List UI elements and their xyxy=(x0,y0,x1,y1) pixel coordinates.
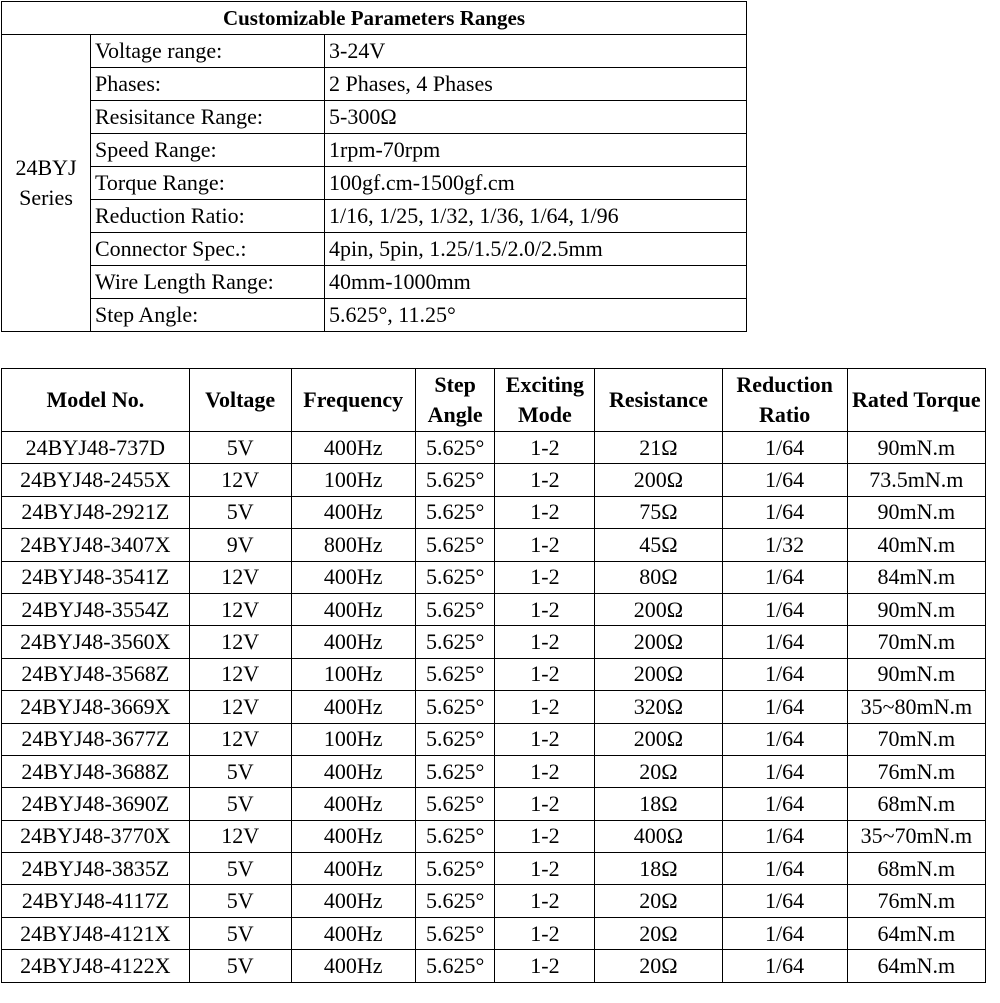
table-cell: 12V xyxy=(189,593,291,625)
parameter-row xyxy=(2,200,747,233)
column-header: Step Angle xyxy=(415,369,495,432)
table-cell: 5.625° xyxy=(415,626,495,658)
table-cell: 64mN.m xyxy=(847,950,985,982)
table-cell: 68mN.m xyxy=(847,853,985,885)
table-row xyxy=(2,496,986,528)
parameter-value: 100gf.cm-1500gf.cm xyxy=(325,167,747,200)
parameter-value: 5-300Ω xyxy=(325,101,747,134)
table-cell: 5.625° xyxy=(415,658,495,690)
table-cell: 24BYJ48-3568Z xyxy=(2,658,190,690)
table-cell: 76mN.m xyxy=(847,755,985,787)
table-row xyxy=(2,950,986,982)
parameter-row xyxy=(2,68,747,101)
table-cell: 100Hz xyxy=(291,658,415,690)
table-cell: 1-2 xyxy=(495,820,595,852)
table-cell: 75Ω xyxy=(595,496,722,528)
table-cell: 45Ω xyxy=(595,529,722,561)
table-cell: 1-2 xyxy=(495,432,595,464)
table-row xyxy=(2,917,986,949)
parameters-table-body xyxy=(2,2,747,332)
table-cell: 5.625° xyxy=(415,788,495,820)
table-cell: 400Ω xyxy=(595,820,722,852)
parameter-label: Connector Spec.: xyxy=(91,233,325,266)
parameter-label: Reduction Ratio: xyxy=(91,200,325,233)
models-header-row xyxy=(2,369,986,432)
table-cell: 5V xyxy=(189,496,291,528)
parameter-row xyxy=(2,266,747,299)
table-cell: 400Hz xyxy=(291,626,415,658)
table-cell: 1/64 xyxy=(722,820,847,852)
parameters-title-row xyxy=(2,2,747,35)
parameter-row xyxy=(2,134,747,167)
table-cell: 400Hz xyxy=(291,755,415,787)
table-cell: 24BYJ48-3770X xyxy=(2,820,190,852)
table-cell: 400Hz xyxy=(291,496,415,528)
table-cell: 24BYJ48-2921Z xyxy=(2,496,190,528)
table-cell: 5V xyxy=(189,950,291,982)
table-cell: 1/64 xyxy=(722,885,847,917)
table-cell: 24BYJ48-3677Z xyxy=(2,723,190,755)
table-cell: 20Ω xyxy=(595,885,722,917)
column-header: Rated Torque xyxy=(847,369,985,432)
table-cell: 12V xyxy=(189,464,291,496)
table-cell: 400Hz xyxy=(291,593,415,625)
table-cell: 1/64 xyxy=(722,561,847,593)
table-cell: 1-2 xyxy=(495,658,595,690)
table-cell: 1/32 xyxy=(722,529,847,561)
table-cell: 1-2 xyxy=(495,755,595,787)
table-row xyxy=(2,788,986,820)
column-header: Voltage xyxy=(189,369,291,432)
table-cell: 70mN.m xyxy=(847,626,985,658)
table-cell: 1-2 xyxy=(495,950,595,982)
table-cell: 90mN.m xyxy=(847,658,985,690)
table-cell: 5.625° xyxy=(415,464,495,496)
table-row xyxy=(2,691,986,723)
table-cell: 68mN.m xyxy=(847,788,985,820)
parameter-label: Voltage range: xyxy=(91,35,325,68)
table-cell: 12V xyxy=(189,723,291,755)
table-row xyxy=(2,464,986,496)
table-cell: 35~70mN.m xyxy=(847,820,985,852)
table-cell: 12V xyxy=(189,820,291,852)
models-table xyxy=(1,368,986,983)
table-cell: 5.625° xyxy=(415,496,495,528)
table-cell: 1-2 xyxy=(495,561,595,593)
table-row xyxy=(2,593,986,625)
table-cell: 1-2 xyxy=(495,788,595,820)
table-cell: 1/64 xyxy=(722,853,847,885)
table-cell: 400Hz xyxy=(291,561,415,593)
table-row xyxy=(2,529,986,561)
table-cell: 5V xyxy=(189,853,291,885)
parameter-row xyxy=(2,101,747,134)
parameter-value: 1/16, 1/25, 1/32, 1/36, 1/64, 1/96 xyxy=(325,200,747,233)
table-cell: 1-2 xyxy=(495,593,595,625)
table-cell: 12V xyxy=(189,561,291,593)
parameter-label: Torque Range: xyxy=(91,167,325,200)
table-cell: 5.625° xyxy=(415,723,495,755)
table-cell: 200Ω xyxy=(595,464,722,496)
table-cell: 5.625° xyxy=(415,561,495,593)
table-cell: 5.625° xyxy=(415,529,495,561)
table-cell: 1-2 xyxy=(495,496,595,528)
table-cell: 400Hz xyxy=(291,691,415,723)
table-cell: 1/64 xyxy=(722,626,847,658)
table-cell: 20Ω xyxy=(595,917,722,949)
parameter-value: 5.625°, 11.25° xyxy=(325,299,747,332)
table-cell: 400Hz xyxy=(291,917,415,949)
parameters-table xyxy=(1,1,747,332)
table-cell: 1-2 xyxy=(495,529,595,561)
table-cell: 1-2 xyxy=(495,691,595,723)
table-row xyxy=(2,626,986,658)
table-cell: 400Hz xyxy=(291,432,415,464)
models-table-body xyxy=(2,432,986,983)
table-cell: 1/64 xyxy=(722,917,847,949)
table-cell: 1/64 xyxy=(722,432,847,464)
table-cell: 24BYJ48-3541Z xyxy=(2,561,190,593)
table-cell: 24BYJ48-3560X xyxy=(2,626,190,658)
table-cell: 90mN.m xyxy=(847,432,985,464)
parameter-row xyxy=(2,35,747,68)
table-cell: 5.625° xyxy=(415,755,495,787)
table-row xyxy=(2,853,986,885)
parameter-row xyxy=(2,167,747,200)
table-cell: 76mN.m xyxy=(847,885,985,917)
parameter-label: Step Angle: xyxy=(91,299,325,332)
table-cell: 5V xyxy=(189,885,291,917)
parameter-label: Resisitance Range: xyxy=(91,101,325,134)
table-cell: 40mN.m xyxy=(847,529,985,561)
table-cell: 24BYJ48-3835Z xyxy=(2,853,190,885)
table-cell: 1-2 xyxy=(495,917,595,949)
parameter-row xyxy=(2,233,747,266)
table-cell: 1-2 xyxy=(495,626,595,658)
table-cell: 1/64 xyxy=(722,950,847,982)
table-cell: 20Ω xyxy=(595,950,722,982)
table-cell: 1/64 xyxy=(722,723,847,755)
table-cell: 90mN.m xyxy=(847,496,985,528)
table-cell: 64mN.m xyxy=(847,917,985,949)
table-cell: 320Ω xyxy=(595,691,722,723)
table-row xyxy=(2,723,986,755)
table-cell: 9V xyxy=(189,529,291,561)
table-cell: 5V xyxy=(189,788,291,820)
table-cell: 35~80mN.m xyxy=(847,691,985,723)
series-label: 24BYJ Series xyxy=(2,35,91,332)
parameter-value: 40mm-1000mm xyxy=(325,266,747,299)
table-cell: 24BYJ48-3688Z xyxy=(2,755,190,787)
table-cell: 400Hz xyxy=(291,853,415,885)
table-cell: 5.625° xyxy=(415,917,495,949)
parameter-value: 2 Phases, 4 Phases xyxy=(325,68,747,101)
table-cell: 800Hz xyxy=(291,529,415,561)
table-cell: 24BYJ48-2455X xyxy=(2,464,190,496)
table-cell: 80Ω xyxy=(595,561,722,593)
table-cell: 400Hz xyxy=(291,950,415,982)
table-cell: 24BYJ48-4117Z xyxy=(2,885,190,917)
table-cell: 1/64 xyxy=(722,691,847,723)
table-cell: 1/64 xyxy=(722,593,847,625)
table-cell: 5V xyxy=(189,917,291,949)
table-cell: 400Hz xyxy=(291,788,415,820)
table-row xyxy=(2,561,986,593)
table-cell: 24BYJ48-3407X xyxy=(2,529,190,561)
table-cell: 5.625° xyxy=(415,432,495,464)
table-row xyxy=(2,820,986,852)
table-cell: 1-2 xyxy=(495,853,595,885)
table-cell: 1/64 xyxy=(722,464,847,496)
parameter-value: 4pin, 5pin, 1.25/1.5/2.0/2.5mm xyxy=(325,233,747,266)
parameter-value: 3-24V xyxy=(325,35,747,68)
parameter-label: Speed Range: xyxy=(91,134,325,167)
column-header: Reduction Ratio xyxy=(722,369,847,432)
column-header: Frequency xyxy=(291,369,415,432)
table-cell: 24BYJ48-3554Z xyxy=(2,593,190,625)
table-cell: 18Ω xyxy=(595,788,722,820)
table-cell: 1/64 xyxy=(722,788,847,820)
table-cell: 12V xyxy=(189,691,291,723)
table-cell: 400Hz xyxy=(291,820,415,852)
table-cell: 90mN.m xyxy=(847,593,985,625)
table-cell: 1/64 xyxy=(722,658,847,690)
table-cell: 5.625° xyxy=(415,593,495,625)
table-cell: 1/64 xyxy=(722,755,847,787)
table-cell: 73.5mN.m xyxy=(847,464,985,496)
table-cell: 5.625° xyxy=(415,853,495,885)
table-cell: 5.625° xyxy=(415,950,495,982)
table-cell: 5V xyxy=(189,755,291,787)
table-cell: 100Hz xyxy=(291,464,415,496)
table-row xyxy=(2,658,986,690)
parameter-label: Phases: xyxy=(91,68,325,101)
table-cell: 21Ω xyxy=(595,432,722,464)
parameter-label: Wire Length Range: xyxy=(91,266,325,299)
table-cell: 24BYJ48-737D xyxy=(2,432,190,464)
table-cell: 24BYJ48-3669X xyxy=(2,691,190,723)
column-header: Resistance xyxy=(595,369,722,432)
table-cell: 5.625° xyxy=(415,885,495,917)
table-cell: 24BYJ48-4121X xyxy=(2,917,190,949)
table-cell: 5V xyxy=(189,432,291,464)
table-row xyxy=(2,432,986,464)
table-row xyxy=(2,885,986,917)
table-cell: 400Hz xyxy=(291,885,415,917)
table-cell: 1-2 xyxy=(495,464,595,496)
table-cell: 1/64 xyxy=(722,496,847,528)
table-cell: 20Ω xyxy=(595,755,722,787)
parameter-row xyxy=(2,299,747,332)
table-cell: 1-2 xyxy=(495,723,595,755)
table-cell: 200Ω xyxy=(595,593,722,625)
parameter-value: 1rpm-70rpm xyxy=(325,134,747,167)
table-cell: 24BYJ48-4122X xyxy=(2,950,190,982)
table-cell: 5.625° xyxy=(415,820,495,852)
table-cell: 12V xyxy=(189,626,291,658)
table-cell: 5.625° xyxy=(415,691,495,723)
table-cell: 70mN.m xyxy=(847,723,985,755)
parameters-title: Customizable Parameters Ranges xyxy=(2,2,747,35)
table-cell: 200Ω xyxy=(595,723,722,755)
table-cell: 24BYJ48-3690Z xyxy=(2,788,190,820)
table-cell: 84mN.m xyxy=(847,561,985,593)
table-cell: 1-2 xyxy=(495,885,595,917)
column-header: Model No. xyxy=(2,369,190,432)
table-cell: 200Ω xyxy=(595,626,722,658)
column-header: Exciting Mode xyxy=(495,369,595,432)
table-cell: 100Hz xyxy=(291,723,415,755)
table-cell: 200Ω xyxy=(595,658,722,690)
table-cell: 12V xyxy=(189,658,291,690)
table-cell: 18Ω xyxy=(595,853,722,885)
table-row xyxy=(2,755,986,787)
